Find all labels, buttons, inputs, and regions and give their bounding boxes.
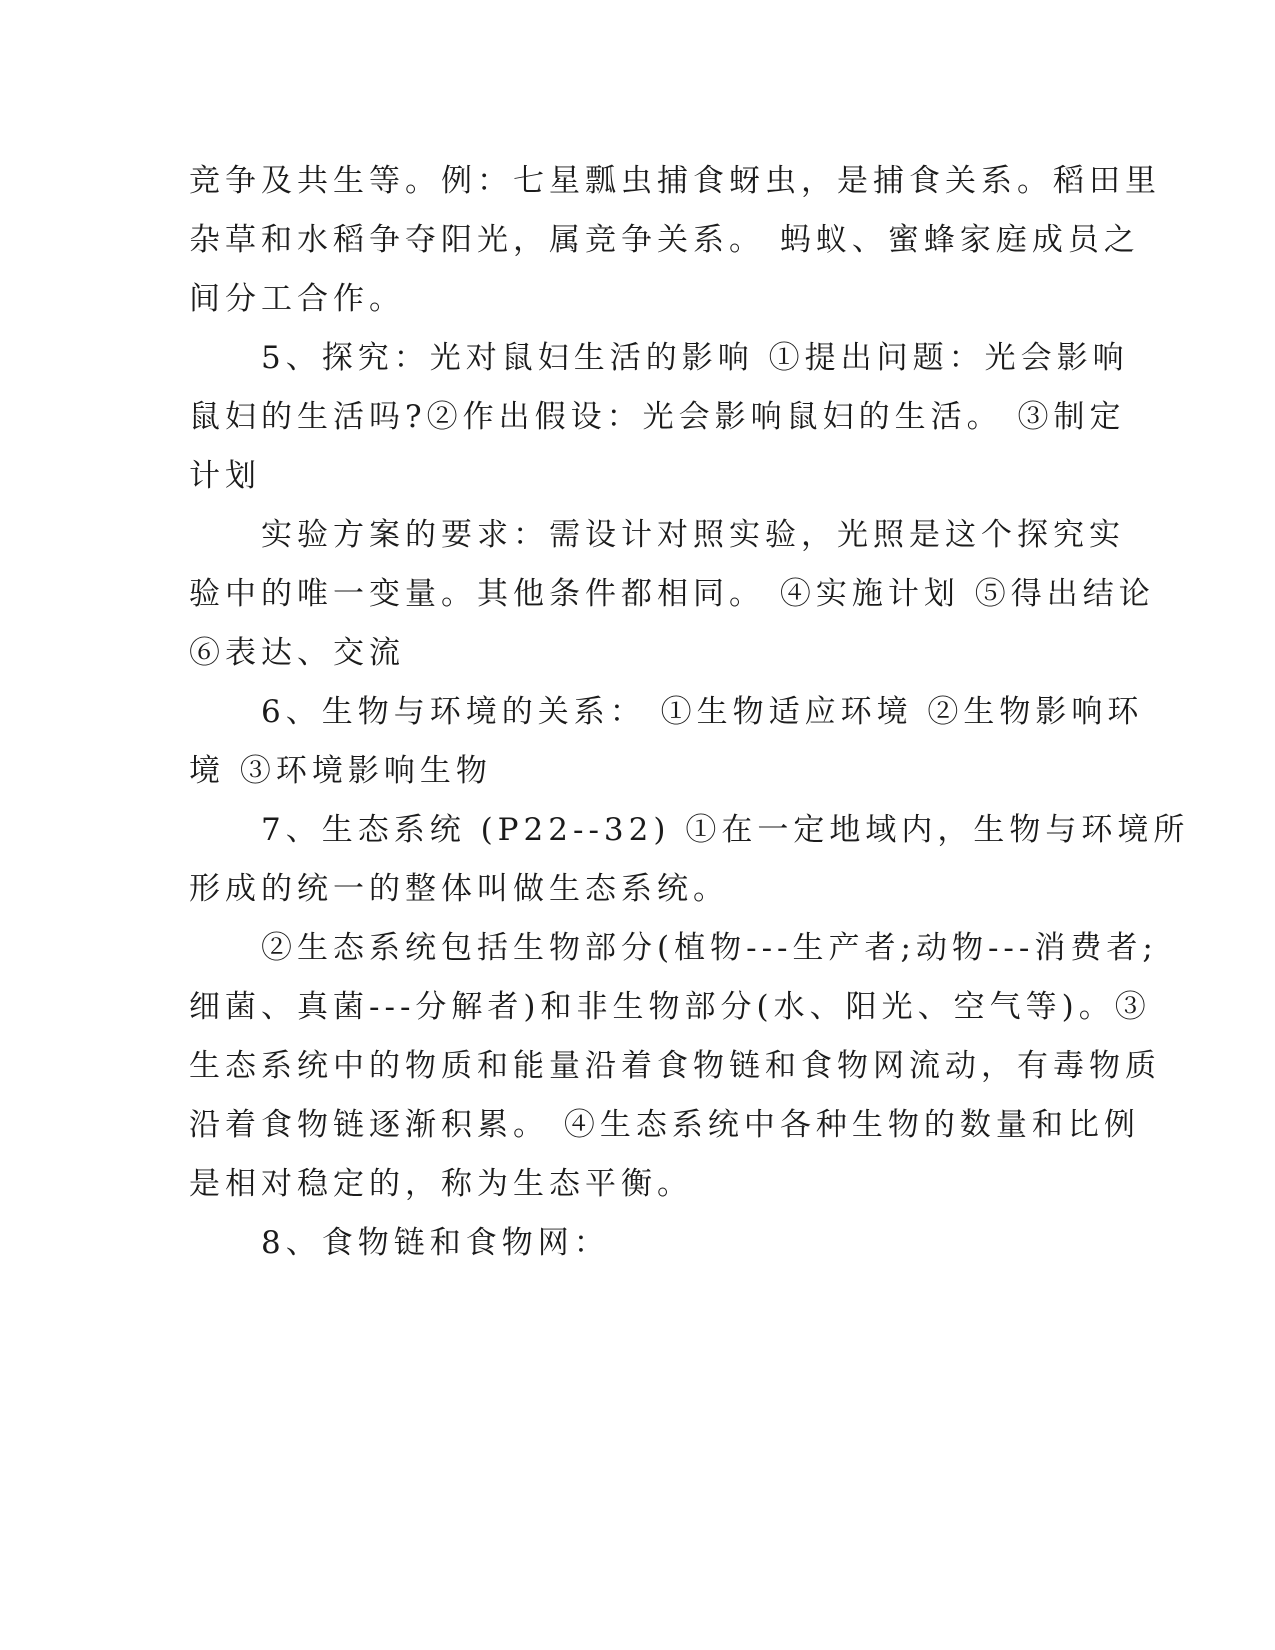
- text-line-18: 是相对稳定的，称为生态平衡。: [189, 1166, 693, 1202]
- text-line-17: 沿着食物链逐渐积累。 ④生态系统中各种生物的数量和比例: [189, 1107, 1140, 1143]
- text-line-8: 验中的唯一变量。其他条件都相同。 ④实施计划 ⑤得出结论: [189, 576, 1155, 612]
- text-line-9: ⑥表达、交流: [189, 635, 405, 671]
- text-line-12: 7、生态系统 (P22--32) ①在一定地域内，生物与环境所: [261, 812, 1190, 848]
- text-line-13: 形成的统一的整体叫做生态系统。: [189, 871, 729, 907]
- text-line-5: 鼠妇的生活吗?②作出假设：光会影响鼠妇的生活。 ③制定: [189, 399, 1126, 435]
- text-line-11: 境 ③环境影响生物: [189, 753, 492, 789]
- text-line-4: 5、探究：光对鼠妇生活的影响 ①提出问题：光会影响: [261, 340, 1129, 376]
- text-line-15: 细菌、真菌---分解者)和非生物部分(水、阳光、空气等)。③: [189, 989, 1151, 1025]
- text-line-6: 计划: [189, 458, 261, 494]
- text-line-10: 6、生物与环境的关系： ①生物适应环境 ②生物影响环: [261, 694, 1144, 730]
- text-line-14: ②生态系统包括生物部分(植物---生产者;动物---消费者;: [261, 930, 1158, 966]
- text-line-1: 竞争及共生等。例：七星瓢虫捕食蚜虫，是捕食关系。稻田里: [189, 163, 1161, 199]
- text-line-3: 间分工合作。: [189, 281, 405, 317]
- text-line-16: 生态系统中的物质和能量沿着食物链和食物网流动，有毒物质: [189, 1048, 1161, 1084]
- text-line-19: 8、食物链和食物网：: [261, 1225, 610, 1261]
- text-line-2: 杂草和水稻争夺阳光，属竞争关系。 蚂蚁、蜜蜂家庭成员之: [189, 222, 1140, 258]
- text-line-7: 实验方案的要求：需设计对照实验，光照是这个探究实: [261, 517, 1125, 553]
